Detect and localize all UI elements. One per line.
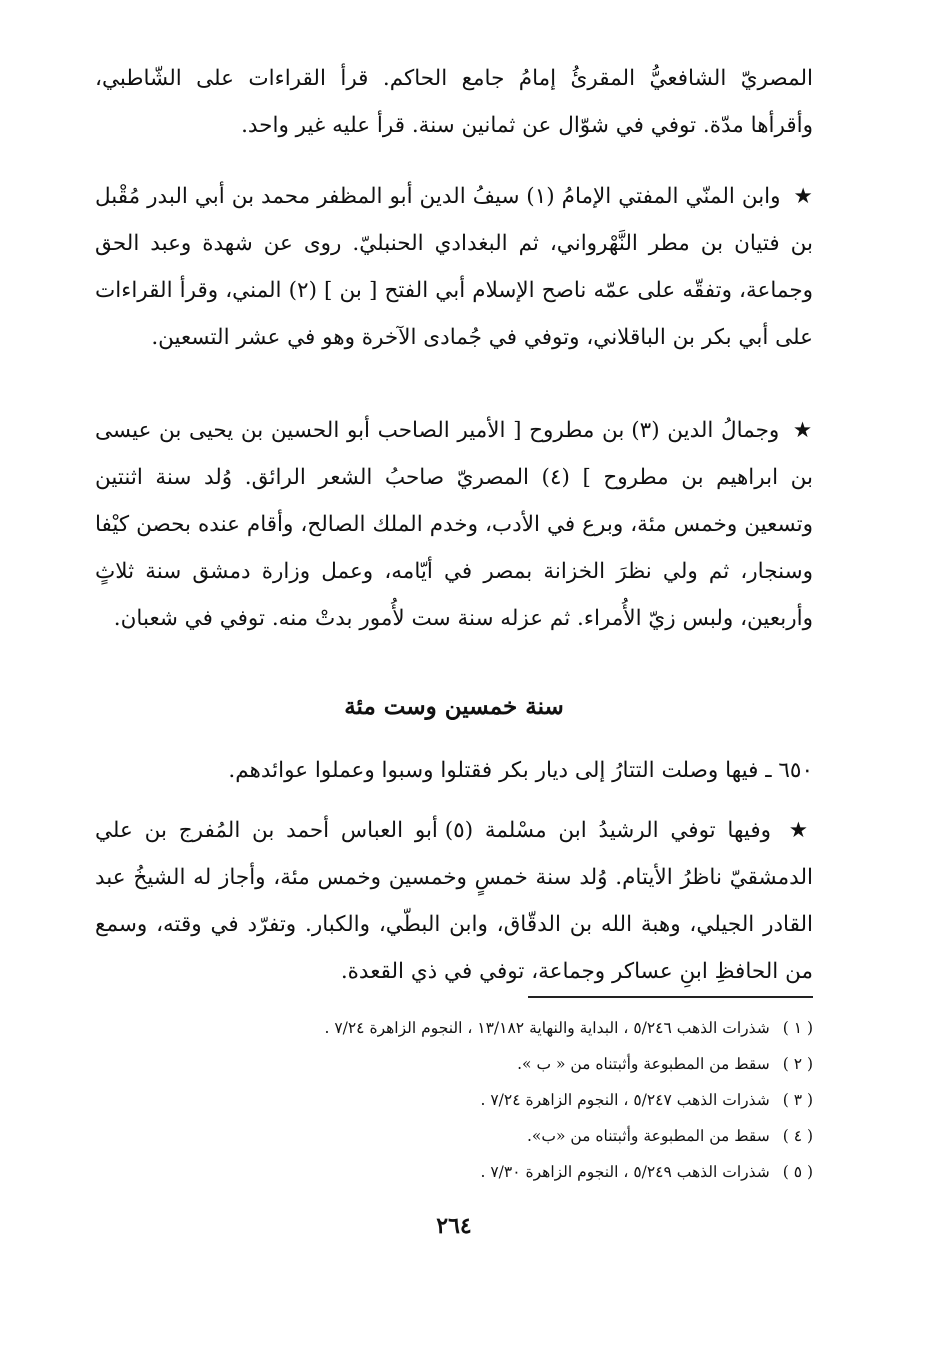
footnote-number: ( ٣ )	[782, 1091, 813, 1109]
section-heading: سنة خمسين وست مئة	[344, 693, 564, 720]
footnote-text: شذرات الذهب ٥/٢٤٩ ، النجوم الزاهرة ٧/٣٠ .	[480, 1163, 770, 1181]
footnote-number: ( ٤ )	[782, 1127, 813, 1145]
paragraph-al-rashid	[95, 807, 813, 995]
paragraph-ibn-al-munni	[95, 173, 813, 361]
event-paragraph	[95, 747, 813, 794]
paragraph-text: وابن المنّي المفتي الإمامُ (١) سيفُ الدين أبو المظفر محمد بن أبي البدر مُقْبل بن فتيان بن مطر النَّهْرواني، ثم البغدادي الحنبليّ. روى عن شهدة وعبد الحق وجماعة، وتفقّه على عمّه ناصح الإسلام أبي الفتح [ بن ] (٢) المني، وقرأ القراءات على أبي بكر بن الباقلاني، وتوفي في جُمادى الآخرة وهو في عشر التسعين.	[95, 184, 814, 350]
star-marker: ★	[788, 818, 813, 843]
document-page	[95, 55, 813, 1325]
star-marker: ★	[792, 418, 813, 443]
footnote-5	[95, 1154, 813, 1190]
paragraph-continuation	[95, 55, 813, 149]
page-number: ٢٦٤	[436, 1213, 472, 1239]
footnote-text: سقط من المطبوعة وأثبتناه من « ب ».	[517, 1055, 770, 1073]
footnote-number: ( ٢ )	[782, 1055, 813, 1073]
footnote-text: شذرات الذهب ٥/٢٤٦ ، البداية والنهاية ١٣/١٨٢ ، النجوم الزاهرة ٧/٢٤ .	[324, 1019, 770, 1037]
footnote-3	[95, 1082, 813, 1118]
footnote-2	[95, 1046, 813, 1082]
paragraph-text: وجمالُ الدين (٣) بن مطروح [ الأمير الصاحب أبو الحسين بن يحيى بن عيسى بن ابراهيم بن مطروح ] (٤) المصريّ صاحبُ الشعر الرائق. وُلد سنة اثنتين وتسعين وخمس مئة، وبرع في الأدب، وخدم الملك الصالح، وأقام عنده بحصن كيْفا وسنجار، ثم ولي نظرَ الخزانة بمصر في أيّامه، وعمل وزارة دمشق سنة ثلاثٍ وأربعين، ولبس زيّ الأُمراء. ثم عزله سنة ست لأُمور بدتْ منه. توفي في شعبان.	[95, 418, 814, 631]
footnote-1	[95, 1010, 813, 1046]
footnote-text: شذرات الذهب ٥/٢٤٧ ، النجوم الزاهرة ٧/٢٤ .	[480, 1091, 770, 1109]
paragraph-text: المصريّ الشافعيُّ المقرئُ إمامُ جامع الحاكم. قرأ القراءات على الشّاطبي، وأقرأها مدّة. توفي في شوّال عن ثمانين سنة. قرأ عليه غير واحد.	[95, 66, 813, 138]
footnote-4	[95, 1118, 813, 1154]
event-text: ٦٥٠ ـ فيها وصلت التتارُ إلى ديار بكر فقتلوا وسبوا وعملوا عوائدهم.	[228, 758, 813, 783]
paragraph-text: وفيها توفي الرشيدُ ابن مسْلمة (٥) أبو العباس أحمد بن المُفرج بن علي الدمشقيّ ناظرُ الأيتام. وُلد سنة خمسٍ وخمسين وخمس مئة، وأجاز له الشيخُ عبد القادر الجيلي، وهبة الله بن الدقّاق، وابن البطّي، والكبار. وتفرّد في وقته، وسمع من الحافظِ ابنِ عساكر وجماعة، توفي في ذي القعدة.	[95, 818, 813, 984]
paragraph-jamal-al-din	[95, 407, 813, 642]
footnote-number: ( ٥ )	[782, 1163, 813, 1181]
footnote-text: سقط من المطبوعة وأثبتناه من «ب».	[526, 1127, 770, 1145]
footnote-divider	[528, 996, 813, 998]
footnote-number: ( ١ )	[782, 1019, 813, 1037]
star-marker: ★	[793, 184, 813, 209]
footnotes	[95, 1010, 813, 1190]
